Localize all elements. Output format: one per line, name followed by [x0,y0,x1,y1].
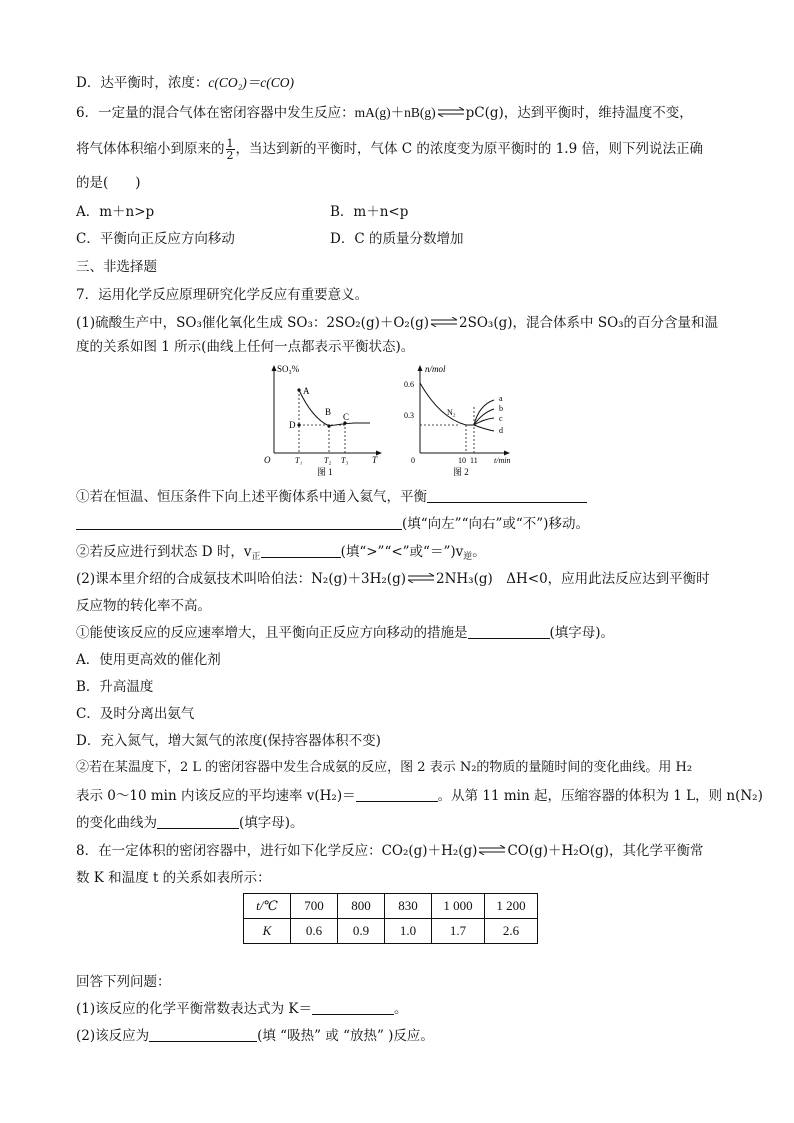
answer-blank[interactable] [261,543,341,558]
equilibrium-arrow-icon [406,573,436,583]
fig2-curve-d [474,425,494,431]
q7-sub2-a: ②若反应进行到状态 D 时，v [76,544,252,560]
fig1-point-d [297,423,300,426]
fig1-label-a: A [303,386,310,396]
frac-den: 2 [226,149,234,162]
q7-sub4-line3 [76,814,304,832]
q7-sub3-end: (填字母)。 [549,625,615,641]
q7-sub2 [76,543,486,561]
equilibrium-arrow-icon [477,845,507,855]
q7-sub1-line1 [76,488,587,506]
table-row [244,919,538,944]
fig2-xtick-11: 11 [470,456,478,465]
equilibrium-arrow-icon [436,107,466,117]
q7-sub4-line2 [76,787,763,805]
table-cell: 2.6 [485,919,538,944]
fig1-tick-t1: T₁ [295,456,303,465]
fig2-label-c: c [499,414,503,423]
fig1-tick-t3: T₃ [341,456,349,465]
equilibrium-arrow-icon [429,317,459,327]
q7-part1-line2: 度的关系如图 1 所示(曲线上任何一点都表示平衡状态)。 [76,339,415,355]
q7-sub4-line1: ②若在某温度下，2 L 的密闭容器中发生合成氨的反应，图 2 表示 N₂的物质的量随时间的变化曲线。用 H₂ [76,760,693,775]
fig2-ylabel: n/mol [425,364,446,374]
table-cell: 1 200 [485,894,538,919]
q8-line1 [76,842,703,860]
q6-line1 [76,104,693,122]
q7-sub3 [76,624,614,642]
fig2-curve-n2 [420,383,474,425]
table-cell: 1 000 [432,894,485,919]
q6-line2 [76,138,703,161]
section-heading: 三、非选择题 [76,259,157,275]
q8-line1-a: 8．在一定体积的密闭容器中，进行如下化学反应：CO₂(g)＋H₂(g) [76,843,478,859]
q8-answer-intro: 回答下列问题： [76,974,171,990]
q7-option-d: D．充入氮气，增大氮气的浓度(保持容器体积不变) [76,733,381,749]
k-temperature-table [243,893,538,944]
fraction-one-half [226,138,235,161]
q7-sub4-2a: 表示 0～10 min 内该反应的平均速率 v(H₂)＝ [76,788,356,804]
q7-p1-b: 2SO₃(g)，混合体系中 SO₃的百分含量和温 [459,315,719,331]
fig2-origin: 0 [411,456,415,465]
table-cell: 700 [291,894,338,919]
fig1-y-arrow [272,365,277,371]
q8-p1-a: (1)该反应的化学平衡常数表达式为 K＝ [76,1001,312,1017]
q7-sub2-ni: 逆 [463,552,473,562]
table-cell: 800 [338,894,385,919]
fig2-ytick-03: 0.3 [404,411,414,420]
frac-num: 1 [226,137,234,150]
q6-line1-b: mA(g)＋nB(g) [354,105,436,120]
q7-sub2-end: 。 [472,544,486,560]
fig1-label-b: B [325,407,332,417]
q6-line2-b: ，当达到新的平衡时，气体 C 的浓度变为原平衡时的 1.9 倍，则下列说法正确 [235,141,703,157]
q5-option-d [76,74,294,92]
table-cell: 1.7 [432,919,485,944]
answer-blank[interactable] [356,787,438,802]
fig1-curve [299,390,370,426]
q7-p1-a: (1)硫酸生产中，SO₃催化氧化生成 SO₃：2SO₂(g)＋O₂(g) [76,315,430,331]
q7-sub2-zheng: 正 [251,552,261,562]
table-header-k: K [244,919,291,944]
q7-sub3-text: ①能使该反应的反应速率增大，且平衡向正反应方向移动的措施是 [76,625,468,641]
fig2-xtick-10: 10 [458,456,466,465]
figure-1-chart [262,363,392,478]
q7-part2-line1 [76,570,710,588]
q7-option-a: A．使用更高效的催化剂 [76,652,221,668]
q7-p2-a: (2)课本里介绍的合成氨技术叫哈伯法：N₂(g)＋3H₂(g) [76,571,406,587]
answer-blank[interactable] [312,1000,394,1015]
q6-line1-a: 6．一定量的混合气体在密闭容器中发生反应： [76,105,355,121]
q5d-label: D．达平衡时，浓度： [76,75,209,91]
q7-option-b: B．升高温度 [76,679,154,695]
q6-option-a: A．m＋n>p [76,204,155,220]
q6-option-d: D．C 的质量分数增加 [330,231,464,247]
q6-line3: 的是( ) [76,175,141,191]
answer-blank[interactable] [468,624,550,639]
q7-option-c: C．及时分离出氨气 [76,706,195,722]
fig1-xlabel: T [372,455,378,465]
q7-stem: 7．运用化学反应原理研究化学反应有重要意义。 [76,287,369,303]
table-cell: 830 [385,894,432,919]
q7-sub2-b: (填“>”“<”或“＝”)v [340,544,464,560]
fig2-x-arrow [504,451,510,456]
fig1-tick-t2: T₂ [324,456,332,465]
q6-line1-c: pC(g)，达到平衡时，维持温度不变， [465,105,693,121]
answer-blank[interactable] [427,488,587,503]
fig2-caption: 图 2 [453,467,469,477]
fig1-point-b [327,424,330,427]
q6-option-b: B．m＋n<p [330,204,409,220]
table-cell: 0.6 [291,919,338,944]
fig1-ylabel: SO₃% [277,364,300,374]
fig1-origin: O [264,455,271,465]
q7-sub4-2b: 。从第 11 min 起，压缩容器的体积为 1 L，则 n(N₂) [437,788,763,804]
q7-sub1-line2 [76,515,589,533]
fig2-y-arrow [418,365,423,371]
q7-p2-b: 2NH₃(g) ΔH<0，应用此法反应达到平衡时 [435,571,710,587]
q7-sub1-b: (填“向左”“向右”或“不”)移动。 [402,516,589,532]
fig2-label-a: a [499,394,503,403]
q8-line1-b: CO(g)＋H₂O(g)，其化学平衡常 [507,843,704,859]
fig2-xlabel: t/min [494,456,511,465]
q8-part2 [76,1027,434,1045]
q6-line2-a: 将气体体积缩小到原来的 [76,141,225,157]
q7-part2-line2: 反应物的转化率不高。 [76,598,211,614]
answer-blank[interactable] [76,515,402,530]
fig2-series-label: N₂ [447,408,456,417]
answer-blank[interactable] [149,1027,257,1042]
fig1-label-c: C [343,412,350,422]
table-cell: 1.0 [385,919,432,944]
q8-part1 [76,1000,408,1018]
q7-sub1-a: ①若在恒温、恒压条件下向上述平衡体系中通入氦气，平衡 [76,489,427,505]
q5d-expr: c(CO₂)＝c(CO) [208,75,294,90]
fig1-caption: 图 1 [317,467,333,477]
q7-part1-line1 [76,314,718,332]
table-cell: 0.9 [338,919,385,944]
q8-p1-b: 。 [394,1001,408,1017]
fig2-label-b: b [499,404,503,413]
table-header-t: t/℃ [244,894,291,919]
fig1-point-a [297,388,300,391]
q7-sub4-3b: (填字母)。 [239,815,304,831]
table-row [244,894,538,919]
q8-p2-b: (填 “吸热” 或 “放热” )反应。 [257,1028,434,1044]
q8-p2-a: (2)该反应为 [76,1028,150,1044]
fig2-label-d: d [499,426,503,435]
answer-blank[interactable] [157,814,239,829]
figure-2-chart [398,363,533,478]
q7-sub4-3a: 的变化曲线为 [76,815,157,831]
q8-line2: 数 K 和温度 t 的关系如表所示： [76,870,271,886]
fig1-label-d: D [289,420,296,430]
q6-option-c: C．平衡向正反应方向移动 [76,231,235,247]
fig2-ytick-06: 0.6 [404,380,414,389]
